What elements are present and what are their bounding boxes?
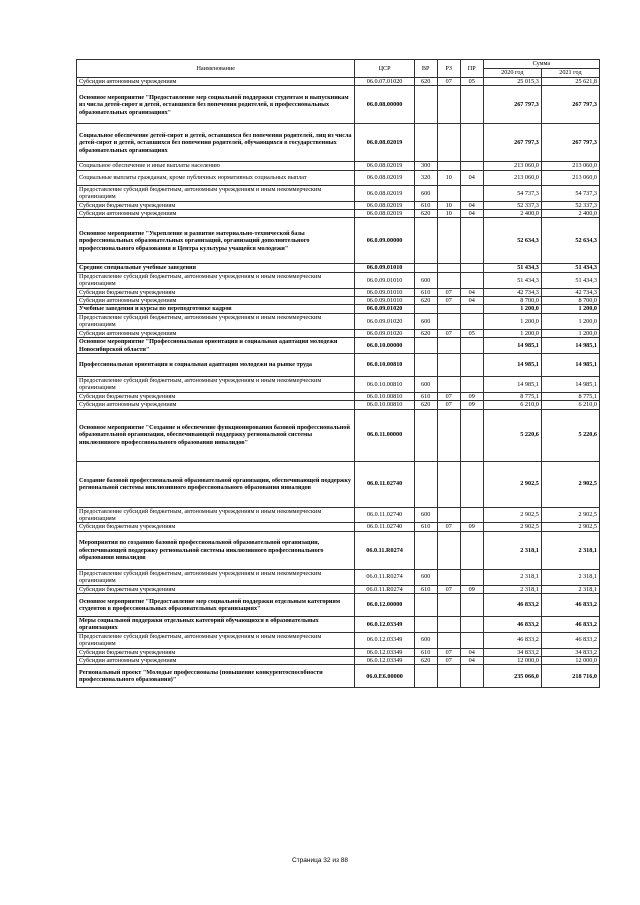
row-rz-cell: 07	[437, 392, 460, 400]
row-2021-amount-cell: 2 902,5	[541, 523, 599, 531]
table-row	[77, 507, 600, 523]
row-2021-amount-cell: 51 434,3	[541, 272, 599, 288]
row-pr-cell: 04	[460, 170, 483, 185]
row-2020-amount-cell: 5 220,6	[483, 409, 541, 461]
row-rz-cell	[437, 162, 460, 170]
row-name-cell: Социальные выплаты гражданам, кроме публичных нормативных социальных выплат	[77, 170, 355, 185]
table-row	[77, 665, 600, 688]
row-name-cell: Мероприятия по созданию базовой профессиональной образовательной организации, обеспечивающей поддержку региональной системы инклюзивного профессионального образования инвалидов	[77, 531, 355, 569]
table-row	[77, 569, 600, 585]
row-csr-cell: 06.0.09.01010	[355, 297, 414, 305]
row-csr-cell: 06.0.11.00000	[355, 409, 414, 461]
row-2020-amount-cell: 14 985,1	[483, 376, 541, 392]
table-row	[77, 376, 600, 392]
row-pr-cell: 04	[460, 288, 483, 296]
table-row	[77, 313, 600, 329]
row-rz-cell	[437, 531, 460, 569]
table-row	[77, 124, 600, 162]
row-2020-amount-cell: 235 066,0	[483, 665, 541, 688]
table-row	[77, 461, 600, 507]
row-2021-amount-cell: 14 985,1	[541, 376, 599, 392]
table-row	[77, 218, 600, 264]
row-rz-cell: 10	[437, 210, 460, 218]
row-csr-cell: 06.0.11.R0274	[355, 569, 414, 585]
row-pr-cell	[460, 313, 483, 329]
row-vr-cell: 610	[414, 648, 437, 656]
row-vr-cell: 610	[414, 523, 437, 531]
row-2021-amount-cell: 213 060,0	[541, 170, 599, 185]
table-row	[77, 305, 600, 313]
header-year-2020: 2020 год	[483, 69, 541, 78]
row-name-cell: Региональный проект "Молодые профессионалы (повышение конкурентоспособности профессионального образования)"	[77, 665, 355, 688]
table-row	[77, 401, 600, 409]
row-2021-amount-cell: 2 902,5	[541, 507, 599, 523]
row-rz-cell: 10	[437, 201, 460, 209]
table-row	[77, 297, 600, 305]
row-rz-cell: 07	[437, 401, 460, 409]
row-pr-cell	[460, 409, 483, 461]
row-2020-amount-cell: 267 797,3	[483, 86, 541, 124]
table-row	[77, 392, 600, 400]
row-name-cell: Субсидии бюджетным учреждениям	[77, 392, 355, 400]
row-vr-cell: 320	[414, 170, 437, 185]
row-name-cell: Субсидии автономным учреждениям	[77, 657, 355, 665]
row-csr-cell: 06.0.11.02740	[355, 523, 414, 531]
row-csr-cell: 06.0.12.03349	[355, 616, 414, 632]
row-name-cell: Предоставление субсидий бюджетным, автономным учреждениям и иным некоммерческим организациям	[77, 507, 355, 523]
row-rz-cell	[437, 461, 460, 507]
row-name-cell: Предоставление субсидий бюджетным, автономным учреждениям и иным некоммерческим организациям	[77, 185, 355, 201]
row-csr-cell: 06.0.12.03349	[355, 648, 414, 656]
row-2020-amount-cell: 1 200,0	[483, 329, 541, 337]
row-rz-cell	[437, 313, 460, 329]
row-name-cell: Субсидии автономным учреждениям	[77, 329, 355, 337]
table-row	[77, 264, 600, 272]
row-rz-cell	[437, 272, 460, 288]
table-row	[77, 185, 600, 201]
page-number: Страница 32 из 88	[292, 857, 348, 864]
row-vr-cell: 610	[414, 585, 437, 593]
row-name-cell: Предоставление субсидий бюджетным, автономным учреждениям и иным некоммерческим организациям	[77, 569, 355, 585]
row-name-cell: Создание базовой профессиональной образовательной организации, обеспечивающей поддержку региональной системы инклюзивного профессионального образования инвалидов	[77, 461, 355, 507]
row-pr-cell	[460, 86, 483, 124]
row-csr-cell: 06.0.09.01010	[355, 272, 414, 288]
row-2021-amount-cell: 2 318,1	[541, 531, 599, 569]
header-csr: ЦСР	[355, 60, 414, 78]
row-2021-amount-cell: 14 985,1	[541, 338, 599, 354]
row-2020-amount-cell: 52 337,3	[483, 201, 541, 209]
row-csr-cell: 06.0.08.02019	[355, 124, 414, 162]
row-2020-amount-cell: 46 833,2	[483, 616, 541, 632]
row-name-cell: Субсидии бюджетным учреждениям	[77, 523, 355, 531]
row-vr-cell: 620	[414, 297, 437, 305]
table-row	[77, 616, 600, 632]
row-vr-cell: 600	[414, 507, 437, 523]
header-vr: ВР	[414, 60, 437, 78]
row-vr-cell: 600	[414, 569, 437, 585]
row-csr-cell: 06.0.10.00810	[355, 376, 414, 392]
row-pr-cell	[460, 218, 483, 264]
row-rz-cell	[437, 305, 460, 313]
table-row	[77, 632, 600, 648]
table-header	[77, 60, 600, 78]
row-2021-amount-cell: 267 797,3	[541, 86, 599, 124]
row-pr-cell	[460, 124, 483, 162]
row-rz-cell	[437, 376, 460, 392]
row-pr-cell: 09	[460, 401, 483, 409]
row-2021-amount-cell: 25 621,8	[541, 78, 599, 86]
header-pr: ПР	[460, 60, 483, 78]
row-name-cell: Субсидии бюджетным учреждениям	[77, 201, 355, 209]
row-2021-amount-cell: 12 000,0	[541, 657, 599, 665]
row-pr-cell	[460, 264, 483, 272]
row-2021-amount-cell: 213 060,0	[541, 162, 599, 170]
row-pr-cell: 04	[460, 657, 483, 665]
row-2020-amount-cell: 2 902,5	[483, 523, 541, 531]
row-vr-cell	[414, 338, 437, 354]
row-csr-cell: 06.0.11.R0274	[355, 531, 414, 569]
row-name-cell: Основное мероприятие "Укрепление и развитие материально-технической базы профессиональных образовательных организаций, организаций дополнительного профессионального образования и Центра культуры учащейся молодежи"	[77, 218, 355, 264]
row-2021-amount-cell: 34 833,2	[541, 648, 599, 656]
row-csr-cell: 06.0.08.02019	[355, 201, 414, 209]
row-vr-cell	[414, 531, 437, 569]
row-vr-cell: 600	[414, 632, 437, 648]
row-2021-amount-cell: 8 775,1	[541, 392, 599, 400]
table-body	[77, 78, 600, 688]
row-2021-amount-cell: 52 634,3	[541, 218, 599, 264]
row-2020-amount-cell: 8 775,1	[483, 392, 541, 400]
row-vr-cell	[414, 616, 437, 632]
row-pr-cell: 09	[460, 523, 483, 531]
table-row	[77, 593, 600, 616]
table-row	[77, 648, 600, 656]
row-pr-cell: 04	[460, 201, 483, 209]
row-csr-cell: 06.0.08.02019	[355, 185, 414, 201]
row-vr-cell: 600	[414, 376, 437, 392]
header-rz: РЗ	[437, 60, 460, 78]
row-vr-cell: 620	[414, 78, 437, 86]
row-2020-amount-cell: 1 200,0	[483, 313, 541, 329]
row-csr-cell: 06.0.08.00000	[355, 86, 414, 124]
row-2020-amount-cell: 12 000,0	[483, 657, 541, 665]
row-csr-cell: 06.0.09.01020	[355, 329, 414, 337]
row-csr-cell: 06.0.09.01010	[355, 264, 414, 272]
row-name-cell: Предоставление субсидий бюджетным, автономным учреждениям и иным некоммерческим организациям	[77, 313, 355, 329]
row-vr-cell: 620	[414, 210, 437, 218]
row-2021-amount-cell: 2 902,5	[541, 461, 599, 507]
row-csr-cell: 06.0.10.00810	[355, 353, 414, 376]
row-2021-amount-cell: 46 833,2	[541, 632, 599, 648]
row-csr-cell: 06.0.08.02019	[355, 162, 414, 170]
row-name-cell: Предоставление субсидий бюджетным, автономным учреждениям и иным некоммерческим организациям	[77, 632, 355, 648]
row-vr-cell: 600	[414, 272, 437, 288]
table-row	[77, 338, 600, 354]
row-csr-cell: 06.0.11.R0274	[355, 585, 414, 593]
row-rz-cell	[437, 616, 460, 632]
row-rz-cell	[437, 632, 460, 648]
row-2020-amount-cell: 54 737,3	[483, 185, 541, 201]
row-pr-cell: 05	[460, 78, 483, 86]
row-name-cell: Социальное обеспечение детей-сирот и детей, оставшихся без попечения родителей, лиц из числа детей-сирот и детей, оставшихся без попечения родителей, обучающихся в государственных образовательных организациях	[77, 124, 355, 162]
row-pr-cell	[460, 305, 483, 313]
row-csr-cell: 06.0.08.02019	[355, 170, 414, 185]
row-csr-cell: 06.0.12.03349	[355, 632, 414, 648]
row-name-cell: Субсидии бюджетным учреждениям	[77, 288, 355, 296]
row-pr-cell	[460, 531, 483, 569]
row-2020-amount-cell: 2 902,5	[483, 461, 541, 507]
row-2021-amount-cell: 2 318,1	[541, 569, 599, 585]
row-2021-amount-cell: 46 833,2	[541, 616, 599, 632]
row-csr-cell: 06.0.09.00000	[355, 218, 414, 264]
row-2020-amount-cell: 213 060,0	[483, 162, 541, 170]
row-2020-amount-cell: 267 797,3	[483, 124, 541, 162]
row-pr-cell	[460, 185, 483, 201]
row-rz-cell: 07	[437, 288, 460, 296]
row-2020-amount-cell: 2 318,1	[483, 531, 541, 569]
row-vr-cell: 610	[414, 201, 437, 209]
row-name-cell: Средние специальные учебные заведения	[77, 264, 355, 272]
row-2020-amount-cell: 14 985,1	[483, 338, 541, 354]
table-row	[77, 210, 600, 218]
row-vr-cell: 620	[414, 401, 437, 409]
row-2020-amount-cell: 2 902,5	[483, 507, 541, 523]
row-2020-amount-cell: 1 200,0	[483, 305, 541, 313]
row-2020-amount-cell: 2 318,1	[483, 569, 541, 585]
row-2020-amount-cell: 2 318,1	[483, 585, 541, 593]
row-pr-cell: 04	[460, 297, 483, 305]
table-row	[77, 78, 600, 86]
row-pr-cell	[460, 353, 483, 376]
row-name-cell: Основное мероприятие "Профессиональная ориентация и социальная адаптация молодежи Новосибирской области"	[77, 338, 355, 354]
row-csr-cell: 06.0.09.01020	[355, 313, 414, 329]
row-csr-cell: 06.0.10.00000	[355, 338, 414, 354]
table-row	[77, 585, 600, 593]
table-row	[77, 86, 600, 124]
row-pr-cell	[460, 507, 483, 523]
row-name-cell: Субсидии автономным учреждениям	[77, 78, 355, 86]
table-row	[77, 272, 600, 288]
header-name: Наименование	[77, 60, 355, 78]
row-rz-cell	[437, 665, 460, 688]
row-rz-cell	[437, 507, 460, 523]
row-name-cell: Основное мероприятие "Предоставление мер социальной поддержки отдельным категориям студентов в профессиональных образовательных организациях"	[77, 593, 355, 616]
row-2020-amount-cell: 51 434,3	[483, 264, 541, 272]
row-name-cell: Субсидии бюджетным учреждениям	[77, 648, 355, 656]
row-vr-cell	[414, 593, 437, 616]
row-rz-cell: 10	[437, 170, 460, 185]
row-2021-amount-cell: 5 220,6	[541, 409, 599, 461]
row-csr-cell: 06.0.07.01020	[355, 78, 414, 86]
row-pr-cell	[460, 162, 483, 170]
row-vr-cell	[414, 665, 437, 688]
row-name-cell: Субсидии автономным учреждениям	[77, 210, 355, 218]
row-rz-cell	[437, 264, 460, 272]
row-2021-amount-cell: 54 737,3	[541, 185, 599, 201]
row-rz-cell	[437, 569, 460, 585]
row-2020-amount-cell: 213 060,0	[483, 170, 541, 185]
row-rz-cell: 07	[437, 523, 460, 531]
table-row	[77, 201, 600, 209]
row-vr-cell: 620	[414, 657, 437, 665]
row-vr-cell	[414, 461, 437, 507]
row-2020-amount-cell: 6 210,0	[483, 401, 541, 409]
row-name-cell: Основное мероприятие "Предоставление мер социальной поддержки студентам и выпускникам из числа детей-сирот и детей, оставшихся без попечения родителей, в профессиональных образовательных организациях"	[77, 86, 355, 124]
row-name-cell: Предоставление субсидий бюджетным, автономным учреждениям и иным некоммерческим организациям	[77, 272, 355, 288]
row-pr-cell	[460, 569, 483, 585]
row-pr-cell: 04	[460, 648, 483, 656]
row-vr-cell	[414, 124, 437, 162]
row-name-cell: Субсидии автономным учреждениям	[77, 297, 355, 305]
header-year-2021: 2021 год	[541, 69, 599, 78]
row-name-cell: Субсидии бюджетным учреждениям	[77, 585, 355, 593]
row-2020-amount-cell: 8 700,0	[483, 297, 541, 305]
row-vr-cell: 600	[414, 313, 437, 329]
row-vr-cell: 620	[414, 329, 437, 337]
table-row	[77, 329, 600, 337]
table-row	[77, 162, 600, 170]
row-2021-amount-cell: 8 700,0	[541, 297, 599, 305]
row-rz-cell	[437, 593, 460, 616]
row-pr-cell	[460, 461, 483, 507]
row-2021-amount-cell: 51 434,3	[541, 264, 599, 272]
row-name-cell: Социальное обеспечение и иные выплаты населению	[77, 162, 355, 170]
row-2021-amount-cell: 14 985,1	[541, 353, 599, 376]
row-vr-cell: 600	[414, 185, 437, 201]
table-row	[77, 657, 600, 665]
row-rz-cell: 07	[437, 297, 460, 305]
row-rz-cell	[437, 409, 460, 461]
row-name-cell: Предоставление субсидий бюджетным, автономным учреждениям и иным некоммерческим организациям	[77, 376, 355, 392]
row-rz-cell: 07	[437, 329, 460, 337]
row-pr-cell: 05	[460, 329, 483, 337]
row-pr-cell	[460, 665, 483, 688]
row-vr-cell	[414, 264, 437, 272]
table-row	[77, 288, 600, 296]
row-2021-amount-cell: 52 337,3	[541, 201, 599, 209]
row-csr-cell: 06.0.11.02740	[355, 461, 414, 507]
row-pr-cell	[460, 338, 483, 354]
row-rz-cell: 07	[437, 78, 460, 86]
row-2020-amount-cell: 46 833,2	[483, 593, 541, 616]
row-rz-cell: 07	[437, 657, 460, 665]
row-csr-cell: 06.0.12.03349	[355, 657, 414, 665]
row-2021-amount-cell: 42 734,3	[541, 288, 599, 296]
row-name-cell: Профессиональная ориентация и социальная адаптация молодежи на рынке труда	[77, 353, 355, 376]
row-rz-cell	[437, 218, 460, 264]
row-name-cell: Меры социальной поддержки отдельных категорий обучающихся в образовательных организациях	[77, 616, 355, 632]
row-csr-cell: 06.0.11.02740	[355, 507, 414, 523]
row-vr-cell: 610	[414, 288, 437, 296]
row-csr-cell: 06.0.09.01020	[355, 305, 414, 313]
row-rz-cell	[437, 124, 460, 162]
row-vr-cell	[414, 305, 437, 313]
row-csr-cell: 06.0.10.00810	[355, 392, 414, 400]
row-pr-cell: 09	[460, 392, 483, 400]
row-2020-amount-cell: 2 400,0	[483, 210, 541, 218]
row-2021-amount-cell: 46 833,2	[541, 593, 599, 616]
row-pr-cell	[460, 632, 483, 648]
row-name-cell: Субсидии автономным учреждениям	[77, 401, 355, 409]
row-pr-cell: 09	[460, 585, 483, 593]
row-2020-amount-cell: 51 434,3	[483, 272, 541, 288]
row-pr-cell	[460, 376, 483, 392]
row-2020-amount-cell: 14 985,1	[483, 353, 541, 376]
table-row	[77, 353, 600, 376]
row-csr-cell: 06.0.09.01010	[355, 288, 414, 296]
row-vr-cell	[414, 86, 437, 124]
row-pr-cell	[460, 272, 483, 288]
row-2020-amount-cell: 42 734,3	[483, 288, 541, 296]
row-vr-cell: 300	[414, 162, 437, 170]
row-vr-cell	[414, 218, 437, 264]
row-2021-amount-cell: 2 318,1	[541, 585, 599, 593]
row-2021-amount-cell: 267 797,3	[541, 124, 599, 162]
row-rz-cell: 07	[437, 648, 460, 656]
row-2020-amount-cell: 46 833,2	[483, 632, 541, 648]
row-pr-cell	[460, 593, 483, 616]
row-vr-cell	[414, 409, 437, 461]
row-rz-cell	[437, 338, 460, 354]
row-vr-cell: 610	[414, 392, 437, 400]
row-2021-amount-cell: 1 200,0	[541, 313, 599, 329]
row-2021-amount-cell: 1 200,0	[541, 329, 599, 337]
row-rz-cell	[437, 86, 460, 124]
row-2021-amount-cell: 1 200,0	[541, 305, 599, 313]
row-name-cell: Основное мероприятие "Создание и обеспечение функционирования базовой профессиональной образовательной организации, обеспечивающей поддержку региональной системы инклюзивного профессионального образования инвалидов"	[77, 409, 355, 461]
row-rz-cell: 07	[437, 585, 460, 593]
table-row	[77, 531, 600, 569]
row-pr-cell	[460, 616, 483, 632]
row-2020-amount-cell: 34 833,2	[483, 648, 541, 656]
budget-table	[76, 59, 600, 688]
row-vr-cell	[414, 353, 437, 376]
row-2020-amount-cell: 52 634,3	[483, 218, 541, 264]
row-2021-amount-cell: 6 210,0	[541, 401, 599, 409]
row-2020-amount-cell: 25 015,3	[483, 78, 541, 86]
row-csr-cell: 06.0.E6.00000	[355, 665, 414, 688]
row-csr-cell: 06.0.12.00000	[355, 593, 414, 616]
row-2021-amount-cell: 218 716,0	[541, 665, 599, 688]
header-sum: Сумма	[483, 60, 599, 69]
table-row	[77, 523, 600, 531]
row-2021-amount-cell: 2 400,0	[541, 210, 599, 218]
row-rz-cell	[437, 353, 460, 376]
table-row	[77, 409, 600, 461]
row-csr-cell: 06.0.08.02019	[355, 210, 414, 218]
table-row	[77, 170, 600, 185]
row-csr-cell: 06.0.10.00810	[355, 401, 414, 409]
row-name-cell: Учебные заведения и курсы по переподготовке кадров	[77, 305, 355, 313]
row-pr-cell: 04	[460, 210, 483, 218]
row-rz-cell	[437, 185, 460, 201]
